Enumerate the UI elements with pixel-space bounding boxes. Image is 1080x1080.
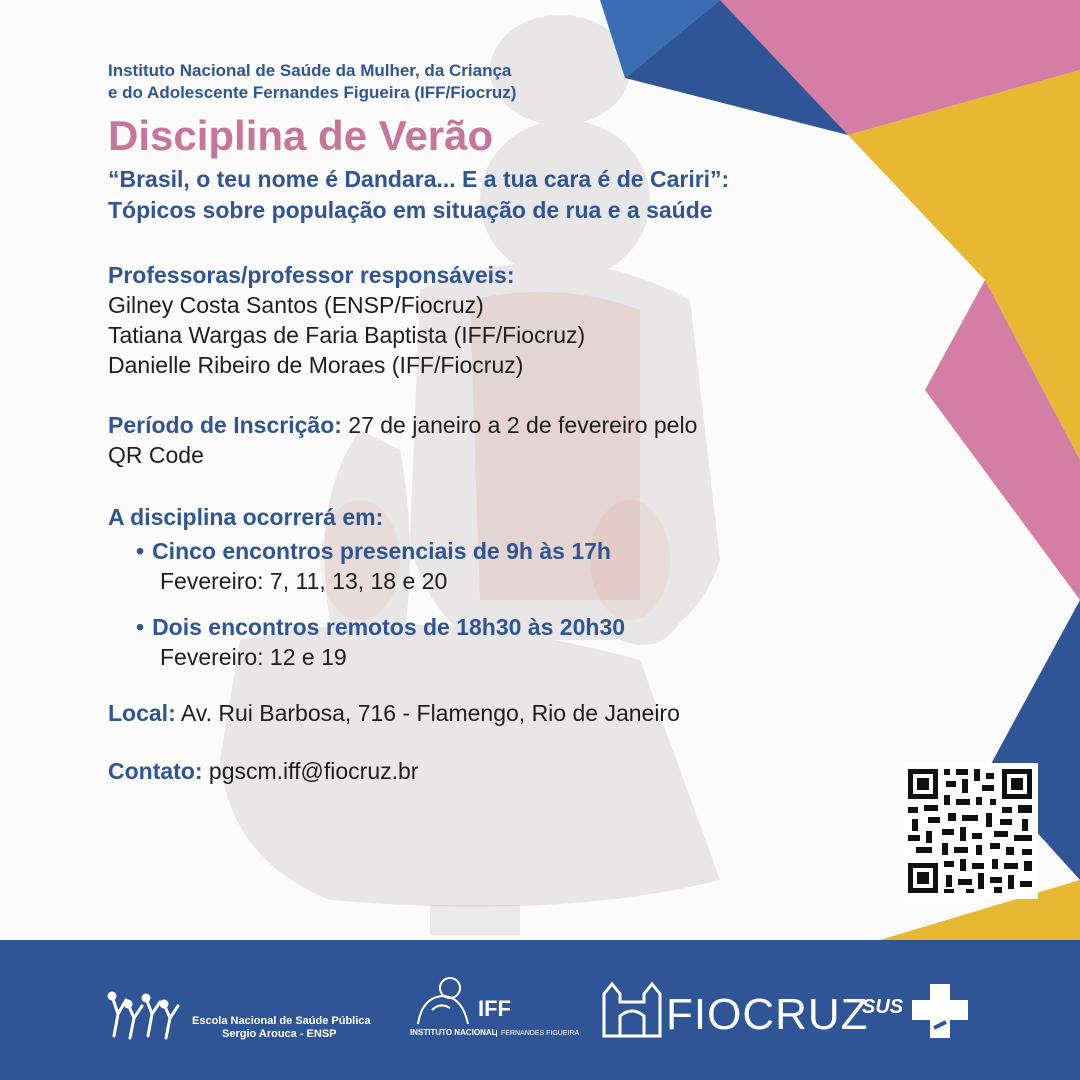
iff-logo-name: IFF xyxy=(478,996,511,1021)
location-label: Local: xyxy=(108,700,176,726)
iff-logo-icon xyxy=(410,974,474,1028)
teacher-name: Tatiana Wargas de Faria Baptista (IFF/Fiocruz) xyxy=(108,322,586,348)
teacher-name: Gilney Costa Santos (ENSP/Fiocruz) xyxy=(108,292,484,318)
institution-name: Instituto Nacional de Saúde da Mulher, da Criança e do Adolescente Fernandes Figueira (IFF/Fiocruz) xyxy=(108,61,517,102)
sus-logo-text: SUS xyxy=(862,996,904,1018)
teachers-heading: Professoras/professor responsáveis: xyxy=(108,262,515,288)
contact-label: Contato: xyxy=(108,758,203,784)
registration-text-2: QR Code xyxy=(108,442,204,468)
fiocruz-logo-text: FIOCRUZ xyxy=(666,990,869,1039)
contact-section xyxy=(108,756,888,786)
schedule-dates: Fevereiro: 7, 11, 13, 18 e 20 xyxy=(160,568,448,594)
footer xyxy=(0,940,1080,1080)
iff-logo-sub1: INSTITUTO NACIONAL xyxy=(410,1028,497,1037)
schedule-list xyxy=(136,536,888,672)
schedule-heading: A disciplina ocorrerá em: xyxy=(108,504,384,530)
subtitle: “Brasil, o teu nome é Dandara... E a tua cara é de Cariri”: Tópicos sobre população em situação de rua e a saúde xyxy=(108,166,730,223)
main-content xyxy=(108,60,888,786)
bullet-icon: • xyxy=(136,614,145,640)
teacher-name: Danielle Ribeiro de Moraes (IFF/Fiocruz) xyxy=(108,352,524,378)
registration-text: 27 de janeiro a 2 de fevereiro pelo xyxy=(341,412,698,438)
bullet-icon: • xyxy=(136,538,145,564)
location-section xyxy=(108,698,888,728)
schedule-dates: Fevereiro: 12 e 19 xyxy=(160,644,347,670)
list-item: • Cinco encontros presenciais de 9h às 17h Fevereiro: 7, 11, 13, 18 e 20 xyxy=(136,536,888,596)
registration-label: Período de Inscrição: xyxy=(108,412,342,438)
qr-code-icon[interactable] xyxy=(902,763,1038,899)
registration-section xyxy=(108,410,888,470)
sus-cross-icon xyxy=(910,982,970,1040)
teachers-section xyxy=(108,260,888,380)
iff-logo-sub2: FERNANDES FIGUEIRA xyxy=(496,1030,579,1037)
location-text: Av. Rui Barbosa, 716 - Flamengo, Rio de Janeiro xyxy=(175,700,680,726)
fiocruz-castle-icon xyxy=(600,976,664,1040)
list-item: • Dois encontros remotos de 18h30 às 20h30 Fevereiro: 12 e 19 xyxy=(136,612,888,672)
contact-email[interactable]: pgscm.iff@fiocruz.br xyxy=(202,758,419,784)
ensp-logo-icon xyxy=(106,990,186,1042)
schedule-section xyxy=(108,502,888,672)
ensp-logo-text: Escola Nacional de Saúde Pública Sergio Arouca - ENSP xyxy=(192,1015,371,1040)
page-title: Disciplina de Verão xyxy=(108,112,494,159)
